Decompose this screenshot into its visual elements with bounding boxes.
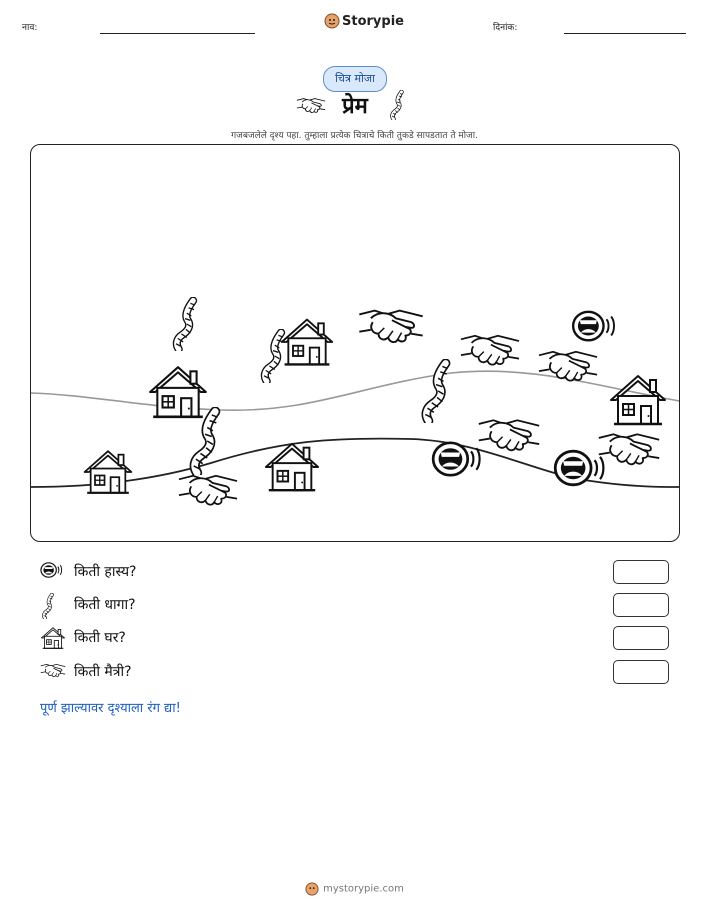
question-laughter [40,560,670,584]
storypie-logo-icon [324,13,340,29]
brand-name: Storypie [342,14,404,29]
answer-box-rope[interactable] [613,593,669,617]
handshake-icon [461,336,519,365]
question-text: किती घर? [74,630,126,646]
handshake-icon [359,311,422,342]
handshake-icon [479,420,539,450]
laughing-mouth-icon [573,312,614,341]
answer-box-friendship[interactable] [613,660,669,684]
handshake-icon [296,94,326,116]
house-icon [282,320,332,365]
handshake-icon [40,660,64,682]
scene-illustration [31,145,679,541]
name-line[interactable] [100,33,255,34]
answer-box-house[interactable] [613,626,669,650]
laughing-mouth-icon [555,451,603,485]
laughing-mouth-icon [40,560,64,582]
activity-badge: चित्र मोजा [323,66,387,92]
question-rope [40,593,670,617]
question-text: किती मैत्री? [74,664,132,680]
coloring-instruction: पूर्ण झाल्यावर दृश्याला रंग द्या! [40,701,181,716]
date-label: दिनांक: [493,23,518,33]
storypie-logo-icon [305,882,319,896]
house-icon [40,626,64,648]
rope-icon [388,90,406,120]
house-icon [150,367,206,417]
house-icon [266,444,318,490]
name-label: नाव: [22,23,38,33]
rope-icon [194,412,218,473]
footer-site[interactable]: mystorypie.com [323,883,404,895]
rope-icon [176,301,195,350]
rope-icon [264,333,283,382]
date-line[interactable] [564,33,686,34]
house-icon [85,451,132,493]
question-text: किती हास्य? [74,564,137,580]
rope-icon [425,363,447,421]
handshake-icon [179,476,237,505]
rope-icon [40,593,64,615]
house-icon [611,376,665,424]
answer-box-laughter[interactable] [613,560,669,584]
instructions: गजबजलेले दृश्य पहा. तुम्हाला प्रत्येक चित्राचे किती तुकडे सापडतात ते मोजा. [231,131,478,141]
page-title: प्रेम [342,94,368,119]
handshake-icon [599,434,659,464]
question-text: किती धागा? [74,597,136,613]
footer [0,882,709,896]
count-scene [30,144,680,542]
question-house [40,626,670,650]
question-friendship [40,660,670,684]
